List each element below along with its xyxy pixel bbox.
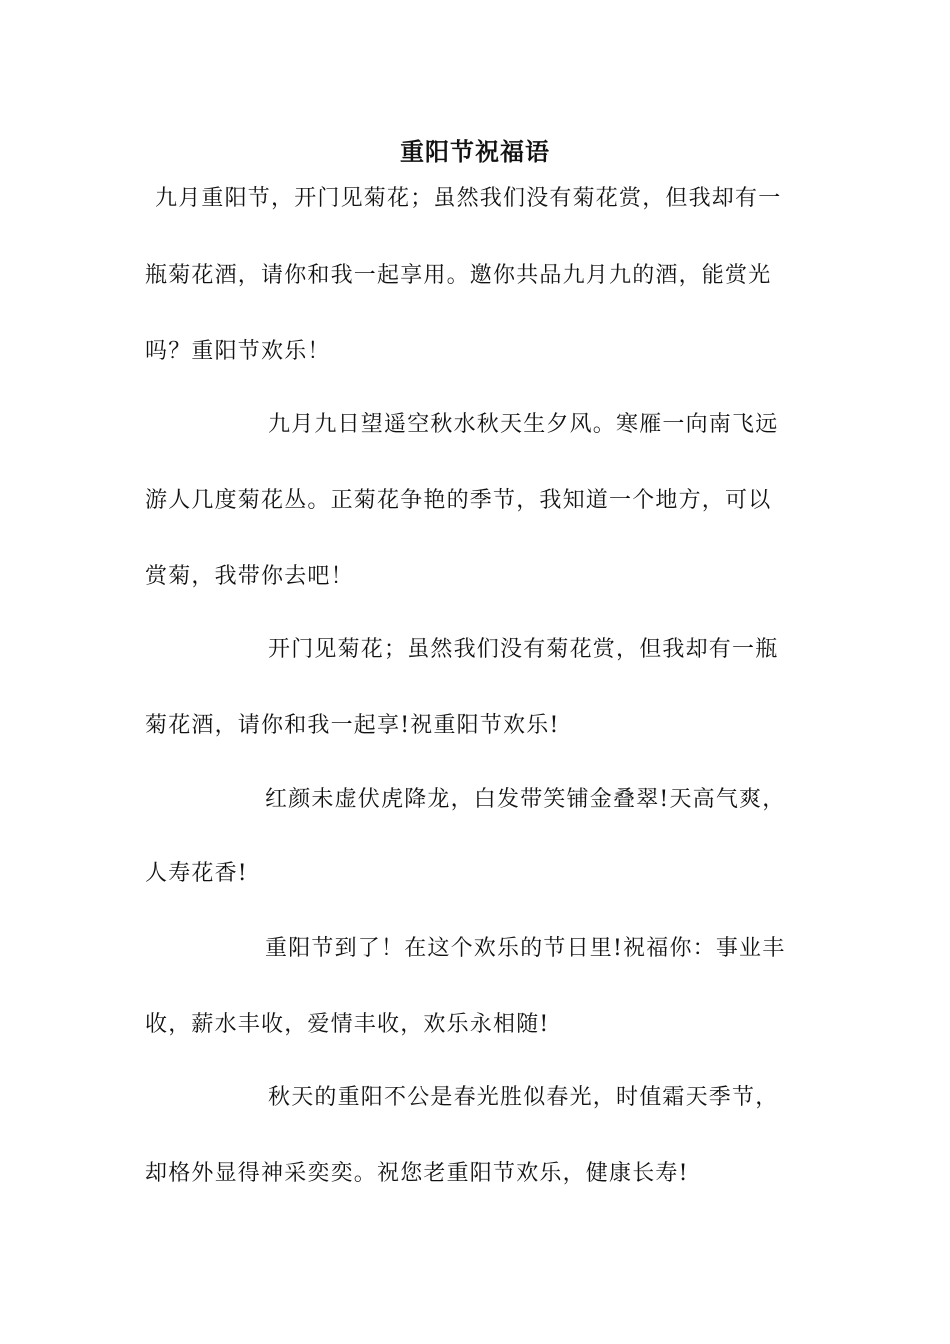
document-title: 重阳节祝福语	[400, 137, 550, 166]
paragraph-2-line-3: 赏菊，我带你去吧！	[145, 564, 354, 589]
paragraph-1-line-1: 九月重阳节，开门见菊花；虽然我们没有菊花赏，但我却有一	[155, 186, 782, 211]
paragraph-2-line-1: 九月九日望遥空秋水秋天生夕风。寒雁一向南飞远	[268, 412, 779, 437]
paragraph-3-line-1: 开门见菊花；虽然我们没有菊花赏，但我却有一瓶	[268, 637, 779, 662]
paragraph-2-line-2: 游人几度菊花丛。正菊花争艳的季节，我知道一个地方，可以	[145, 488, 772, 513]
paragraph-5-line-2: 收，薪水丰收，爱情丰收，欢乐永相随!	[145, 1012, 550, 1037]
paragraph-6-line-1: 秋天的重阳不公是春光胜似春光，时值霜天季节，	[268, 1085, 779, 1110]
paragraph-1-line-2: 瓶菊花酒，请你和我一起享用。邀你共品九月九的酒，能赏光	[145, 263, 772, 288]
paragraph-4-line-2: 人寿花香!	[145, 861, 248, 886]
paragraph-3-line-2: 菊花酒，请你和我一起享!祝重阳节欢乐!	[145, 713, 560, 738]
paragraph-6-line-2: 却格外显得神采奕奕。祝您老重阳节欢乐，健康长寿!	[145, 1161, 689, 1186]
paragraph-1-line-3: 吗？重阳节欢乐！	[145, 339, 331, 364]
paragraph-5-line-1: 重阳节到了！在这个欢乐的节日里!祝福你：事业丰	[265, 936, 786, 961]
paragraph-4-line-1: 红颜未虚伏虎降龙，白发带笑铺金叠翠!天高气爽，	[265, 787, 786, 812]
